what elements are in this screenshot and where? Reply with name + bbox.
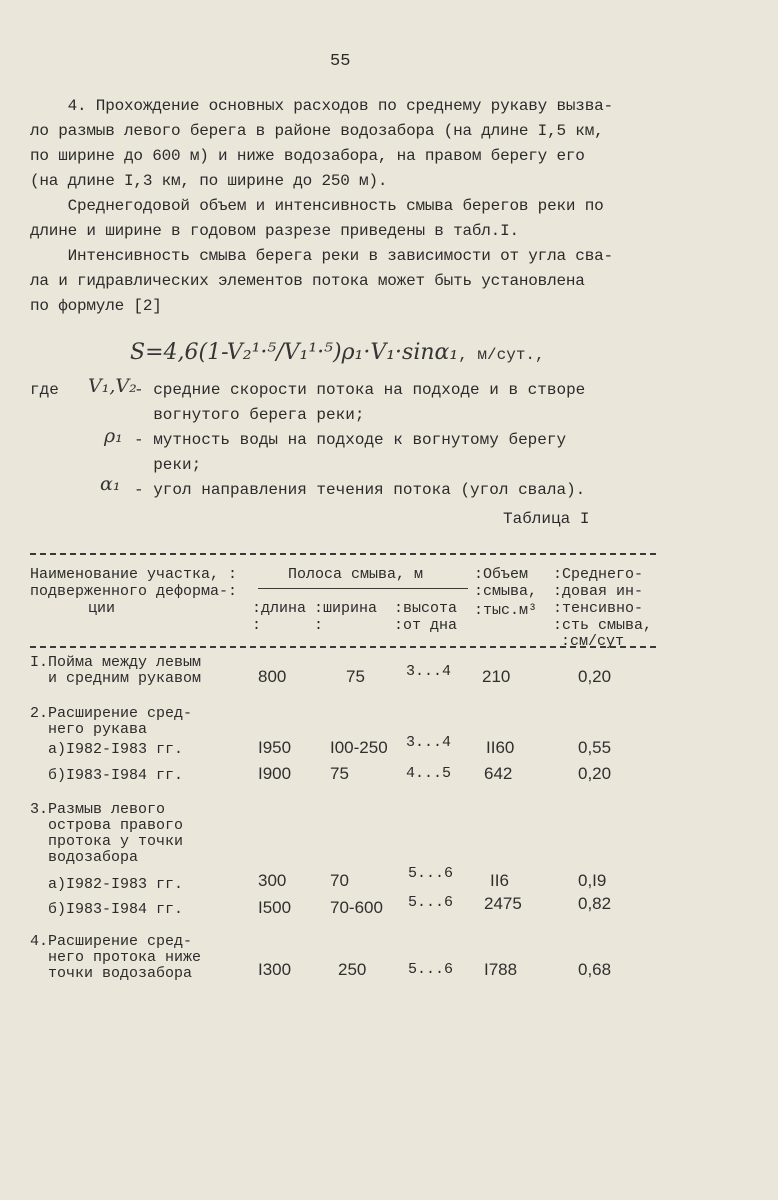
cell-height: 4...5: [406, 765, 452, 782]
row-name-line: б)I983-I984 гг.: [30, 767, 184, 784]
paragraph-line: ло размыв левого берега в районе водозабора (на длине I,5 км,: [30, 122, 604, 140]
cell-intensity: 0,82: [578, 894, 612, 913]
cell-volume: II6: [490, 871, 509, 890]
page-number: 55: [330, 52, 351, 71]
header-height: :высота: [394, 600, 458, 617]
row-name-line: водозабора: [30, 849, 139, 866]
cell-width: 250: [338, 960, 367, 979]
cell-volume: I788: [484, 960, 518, 979]
definition-line: - мутность воды на подходе к вогнутому берегу: [134, 431, 567, 449]
paragraph-line: по формуле [2]: [30, 297, 162, 315]
where-word: где: [30, 381, 59, 399]
header-length: :длина: [252, 600, 307, 617]
row-name-line: него протока ниже: [30, 949, 202, 966]
header-intensity: :сть смыва,: [553, 617, 653, 634]
table-caption: Таблица I: [503, 510, 590, 528]
formula-unit: , м/сут.,: [458, 346, 545, 364]
row-name-line: точки водозабора: [30, 965, 193, 982]
cell-length: I900: [258, 764, 292, 783]
row-name-line: протока у точки: [30, 833, 184, 850]
row-name-line: 4.Расширение сред-: [30, 933, 193, 950]
header-name-line: :: [252, 617, 262, 634]
header-name-line: ции: [88, 600, 116, 617]
header-strip-title: Полоса смыва, м: [288, 566, 424, 583]
cell-length: 300: [258, 871, 287, 890]
paragraph-line: 4. Прохождение основных расходов по среднему рукаву вызва-: [30, 97, 613, 115]
row-name-line: I.Пойма между левым: [30, 654, 202, 671]
cell-intensity: 0,55: [578, 738, 612, 757]
header-height: :от дна: [394, 617, 458, 634]
paragraph-line: (на длине I,3 км, по ширине до 250 м).: [30, 172, 388, 190]
cell-width: 75: [346, 667, 365, 686]
header-volume: :Объем: [474, 566, 529, 583]
paragraph-line: длине и ширине в годовом разрезе приведены в табл.I.: [30, 222, 519, 240]
cell-height: 3...4: [406, 663, 452, 680]
row-name-line: 3.Размыв левого: [30, 801, 166, 818]
row-name-line: а)I982-I983 гг.: [30, 741, 184, 758]
cell-width: 75: [330, 764, 349, 783]
cell-intensity: 0,20: [578, 667, 612, 686]
cell-length: I950: [258, 738, 292, 757]
cell-height: 3...4: [406, 734, 452, 751]
strip-subheader-rule: [258, 588, 468, 589]
cell-width: I00-250: [330, 738, 388, 757]
cell-intensity: 0,68: [578, 960, 612, 979]
row-name-line: б)I983-I984 гг.: [30, 901, 184, 918]
header-name-line: подверженного деформа-:: [30, 583, 238, 600]
formula-expression: S=4,6(1-V₂¹·⁵/V₁¹·⁵)ρ₁·V₁·sinα₁: [130, 340, 459, 365]
cell-volume: 210: [482, 667, 511, 686]
header-width: :ширина: [314, 600, 378, 617]
header-intensity: :тенсивно-: [553, 600, 644, 617]
cell-width: 70-600: [330, 898, 383, 917]
cell-height: 5...6: [408, 865, 454, 882]
paragraph-line: ла и гидравлических элементов потока может быть установлена: [30, 272, 585, 290]
turbidity-symbol: ρ₁: [104, 425, 123, 447]
header-volume: :смыва,: [474, 583, 538, 600]
row-name-line: 2.Расширение сред-: [30, 705, 193, 722]
cell-length: I500: [258, 898, 292, 917]
header-intensity: :Среднего-: [553, 566, 644, 583]
cell-height: 5...6: [408, 961, 454, 978]
header-intensity: :см/сут: [561, 633, 625, 650]
cell-volume: II60: [486, 738, 515, 757]
definition-line: - средние скорости потока на подходе и в створе: [134, 381, 586, 399]
definition-line: - угол направления течения потока (угол свала).: [134, 481, 586, 499]
cell-intensity: 0,20: [578, 764, 612, 783]
paragraph-line: Среднегодовой объем и интенсивность смыва берегов реки по: [30, 197, 604, 215]
header-name-line: Наименование участка, :: [30, 566, 238, 583]
paragraph-line: по ширине до 600 м) и ниже водозабора, на правом берегу его: [30, 147, 585, 165]
cell-height: 5...6: [408, 894, 454, 911]
row-name-line: и средним рукавом: [30, 670, 202, 687]
erosion-formula: [130, 340, 545, 365]
definition-line: реки;: [134, 456, 202, 474]
paragraph-line: Интенсивность смыва берега реки в зависимости от угла сва-: [30, 247, 613, 265]
cell-width: 70: [330, 871, 349, 890]
table-top-rule: [30, 553, 656, 555]
row-name-line: острова правого: [30, 817, 184, 834]
cell-intensity: 0,I9: [578, 871, 607, 890]
definition-line: вогнутого берега реки;: [134, 406, 365, 424]
cell-volume: 2475: [484, 894, 522, 913]
header-intensity: :довая ин-: [553, 583, 644, 600]
velocity-symbol: V₁,V₂: [88, 375, 137, 397]
cell-length: I300: [258, 960, 292, 979]
row-name-line: а)I982-I983 гг.: [30, 876, 184, 893]
header-width-colon: :: [314, 617, 324, 634]
header-volume: :тыс.м³: [474, 602, 538, 619]
row-name-line: него рукава: [30, 721, 148, 738]
cell-length: 800: [258, 667, 287, 686]
angle-symbol: α₁: [100, 473, 121, 495]
cell-volume: 642: [484, 764, 513, 783]
